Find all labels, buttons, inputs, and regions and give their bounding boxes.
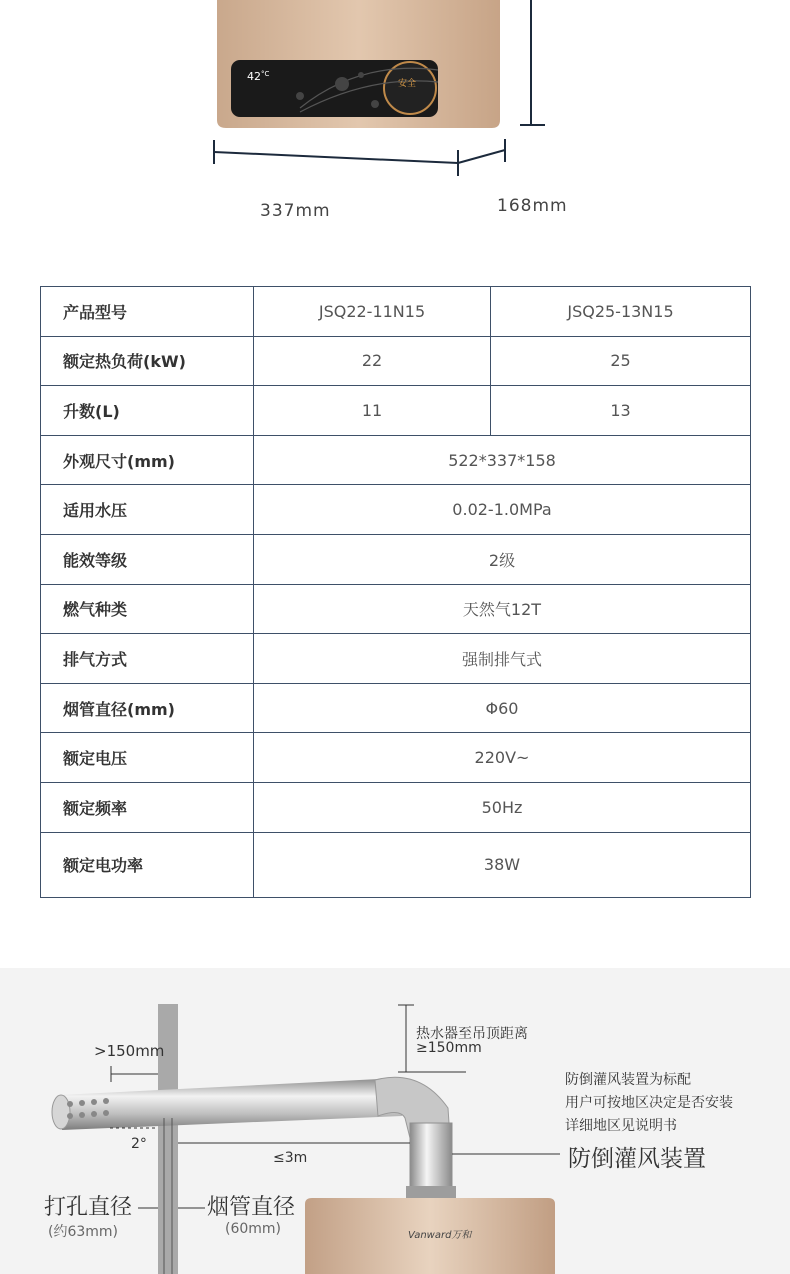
spec-value: 天然气12T — [254, 584, 751, 634]
spec-label: 升数(L) — [41, 386, 254, 436]
spec-value: 220V~ — [254, 733, 751, 783]
spec-row — [41, 634, 751, 684]
water-heater-front-view — [0, 0, 790, 270]
spec-row — [41, 782, 751, 832]
spec-value: 522*337*158 — [254, 435, 751, 485]
hole-diameter-value: (约63mm) — [48, 1224, 119, 1240]
wall-gap-label: >150mm — [94, 1042, 165, 1060]
ceiling-note-2: ≥150mm — [416, 1040, 482, 1056]
spec-row — [41, 336, 751, 386]
spec-label: 烟管直径(mm) — [41, 683, 254, 733]
width-label: 337mm — [260, 201, 331, 221]
spec-value: 0.02-1.0MPa — [254, 485, 751, 535]
dimension-illustration — [0, 0, 790, 270]
pipe-diameter-label: 烟管直径 — [207, 1195, 296, 1220]
spec-label: 排气方式 — [41, 634, 254, 684]
spec-label: 适用水压 — [41, 485, 254, 535]
spec-row — [41, 287, 751, 337]
brand-logo: Vanward万和 — [408, 1230, 472, 1241]
spec-row — [41, 386, 751, 436]
depth-label: 168mm — [497, 196, 568, 216]
hole-diameter-label: 打孔直径 — [44, 1195, 133, 1220]
display-readout — [247, 70, 269, 83]
spec-value-model-a: JSQ22-11N15 — [254, 287, 491, 337]
angle-label: 2° — [131, 1136, 147, 1152]
spec-label: 额定电压 — [41, 733, 254, 783]
spec-row — [41, 832, 751, 897]
spec-value: Φ60 — [254, 683, 751, 733]
display-unit: °C — [261, 70, 270, 78]
spec-label: 产品型号 — [41, 287, 254, 337]
anti-backflow-label: 防倒灌风装置 — [568, 1146, 706, 1172]
spec-table — [40, 286, 751, 898]
spec-row — [41, 584, 751, 634]
spec-value-model-a: 11 — [254, 386, 491, 436]
install-note-3: 详细地区见说明书 — [565, 1118, 677, 1134]
spec-label: 燃气种类 — [41, 584, 254, 634]
install-note-2: 用户可按地区决定是否安装 — [565, 1095, 733, 1111]
install-note-1: 防倒灌风装置为标配 — [565, 1072, 691, 1088]
spec-label: 额定热负荷(kW) — [41, 336, 254, 386]
spec-label: 额定频率 — [41, 782, 254, 832]
display-temperature: 42 — [247, 70, 261, 83]
spec-row — [41, 534, 751, 584]
spec-value-model-b: JSQ25-13N15 — [491, 287, 751, 337]
spec-value: 强制排气式 — [254, 634, 751, 684]
spec-row — [41, 683, 751, 733]
ceiling-note-1: 热水器至吊顶距离 — [416, 1026, 528, 1042]
pipe-diameter-value: (60mm) — [225, 1221, 282, 1237]
spec-row — [41, 435, 751, 485]
spec-label: 外观尺寸(mm) — [41, 435, 254, 485]
spec-label: 能效等级 — [41, 534, 254, 584]
spec-value-model-a: 22 — [254, 336, 491, 386]
spec-value-model-b: 25 — [491, 336, 751, 386]
spec-label: 额定电功率 — [41, 832, 254, 897]
spec-row — [41, 733, 751, 783]
spec-value: 50Hz — [254, 782, 751, 832]
spec-value: 38W — [254, 832, 751, 897]
installation-diagram — [0, 968, 790, 1274]
spec-value-model-b: 13 — [491, 386, 751, 436]
pipe-length-label: ≤3m — [273, 1150, 308, 1166]
safety-badge: 安全 — [398, 79, 417, 89]
spec-row — [41, 485, 751, 535]
spec-value: 2级 — [254, 534, 751, 584]
